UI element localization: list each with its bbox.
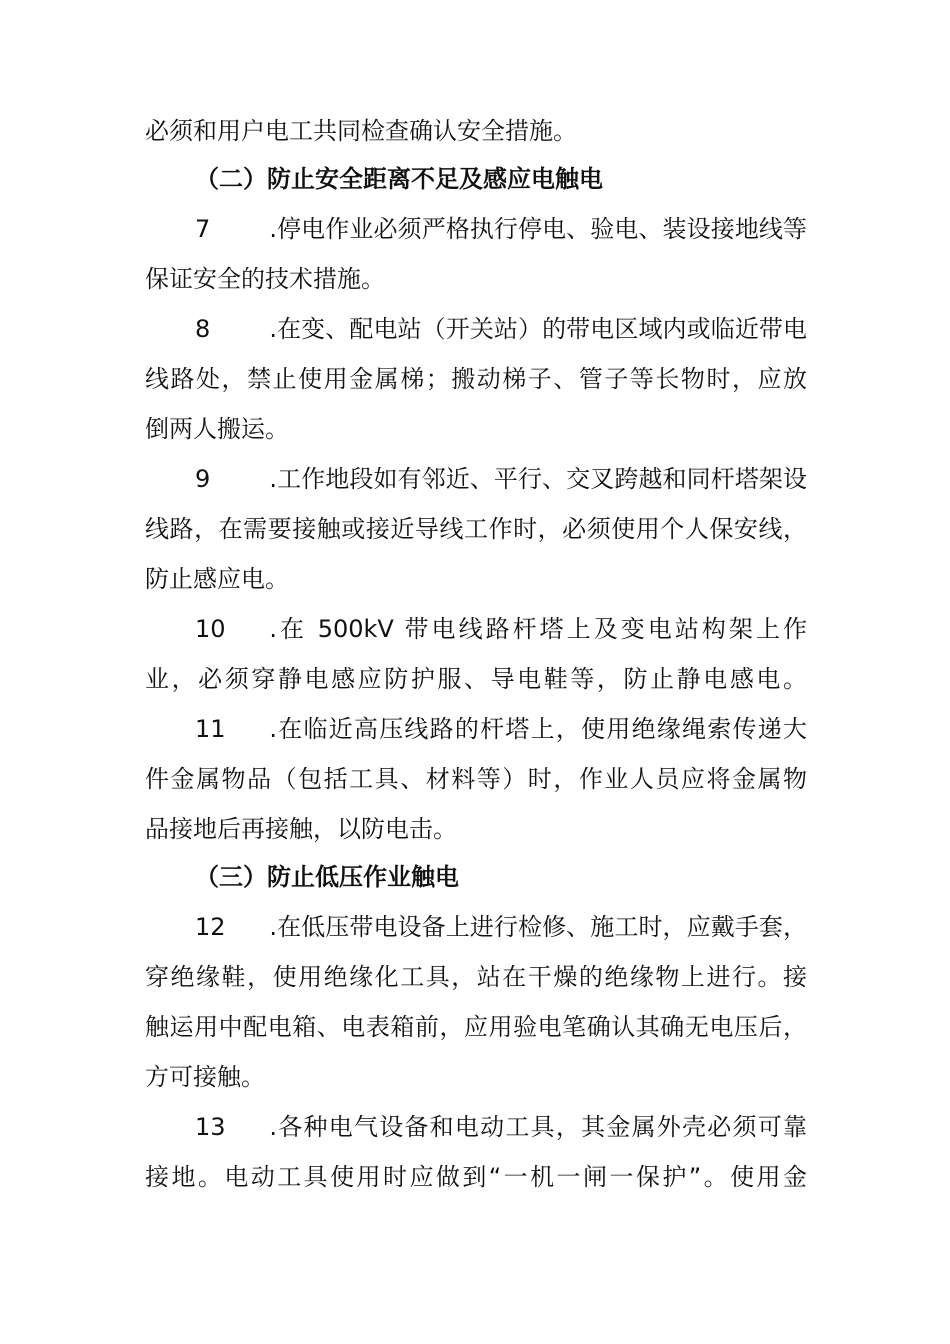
item-number: 9 . bbox=[195, 465, 277, 493]
paragraph-line: 业，必须穿静电感应防护服、导电鞋等，防止静电感电。 bbox=[145, 665, 807, 693]
item-number: 7 . bbox=[195, 215, 277, 243]
item-text: 在临近高压线路的杆塔上，使用绝缘绳索传递大 bbox=[277, 715, 807, 743]
paragraph-line: 线路，在需要接触或接近导线工作时，必须使用个人保安线， bbox=[145, 515, 807, 543]
item-text: 各种电气设备和电动工具，其金属外壳必须可靠 bbox=[277, 1113, 807, 1141]
section-heading-2: （二）防止安全距离不足及感应电触电 bbox=[195, 165, 603, 193]
item-9-line-1 bbox=[195, 459, 807, 499]
item-number: 10 . bbox=[195, 615, 277, 643]
item-12-line-1 bbox=[195, 907, 807, 947]
item-7-line-1 bbox=[195, 209, 807, 249]
item-number: 13 . bbox=[195, 1113, 277, 1141]
paragraph-line: 穿绝缘鞋，使用绝缘化工具，站在干燥的绝缘物上进行。接 bbox=[145, 963, 807, 991]
item-10-line-1 bbox=[195, 609, 807, 649]
item-text: 停电作业必须严格执行停电、验电、装设接地线等 bbox=[277, 215, 807, 243]
item-text: 在低压带电设备上进行检修、施工时，应戴手套， bbox=[277, 913, 807, 941]
item-number: 11 . bbox=[195, 715, 277, 743]
item-8-line-1 bbox=[195, 309, 807, 349]
paragraph-line: 方可接触。 bbox=[145, 1063, 265, 1091]
item-text: 在 500kV 带电线路杆塔上及变电站构架上作 bbox=[277, 615, 807, 643]
section-heading-3: （三）防止低压作业触电 bbox=[195, 863, 459, 891]
paragraph-line: 品接地后再接触，以防电击。 bbox=[145, 815, 457, 843]
paragraph-line: 触运用中配电箱、电表箱前，应用验电笔确认其确无电压后， bbox=[145, 1013, 807, 1041]
item-number: 8 . bbox=[195, 315, 277, 343]
item-text: 在变、配电站（开关站）的带电区域内或临近带电 bbox=[277, 315, 807, 343]
paragraph-line: 接地。电动工具使用时应做到“一机一闸一保护”。使用金 bbox=[145, 1163, 807, 1191]
paragraph-line: 线路处，禁止使用金属梯；搬动梯子、管子等长物时，应放 bbox=[145, 365, 807, 393]
item-11-line-1 bbox=[195, 709, 807, 749]
item-number: 12 . bbox=[195, 913, 277, 941]
paragraph-line: 件金属物品（包括工具、材料等）时，作业人员应将金属物 bbox=[145, 765, 807, 793]
paragraph-line: 必须和用户电工共同检查确认安全措施。 bbox=[145, 117, 577, 145]
paragraph-line: 倒两人搬运。 bbox=[145, 415, 289, 443]
item-13-line-1 bbox=[195, 1107, 807, 1147]
paragraph-line: 保证安全的技术措施。 bbox=[145, 265, 385, 293]
paragraph-line: 防止感应电。 bbox=[145, 565, 289, 593]
item-text: 工作地段如有邻近、平行、交叉跨越和同杆塔架设 bbox=[277, 465, 807, 493]
